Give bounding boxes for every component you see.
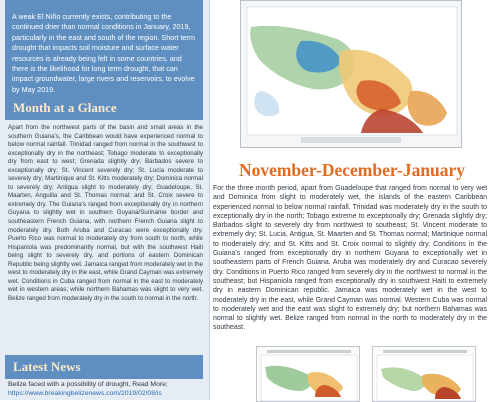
latest-news-heading: Latest News <box>5 355 203 379</box>
intro-panel <box>5 0 203 99</box>
month-at-a-glance-heading: Month at a Glance <box>5 96 203 120</box>
section-body-text: For the three month period, apart from Guadeloupe that ranged from normal to very wet and Dominica from slight to moderately wet, the islands of the eastern Caribbean experienced normal to below normal rainfall. Trinidad was moderately dry in the south to exceptionally dry in the north; Tobago extreme to exceptionally dry; Grenada slightly dry; Barbados slight to severely dry from northwest to southeast; St. Vincent moderate to extremely dry; St. Lucia, Antigua, St. Maarten and St. Thomas normal; Martinique normal to moderately dry; and St. Kitts and St. Croix normal to slightly dry. Conditions in the Guiana's ranged from exceptionally dry in northern Guyana to exceptionally wet in southeastern parts of French Guiana. Aruba was moderately dry and Curacao severely dry. Conditions in Puerto Rico ranged from severely dry in the northwest to normal in the southeast; but Hispaniola ranged from exceptionally dry in southwest Haiti to extremely dry in eastern Dominican republic. Jamaica was moderately wet in the west to moderately dry in the east, while Grand Cayman was normal. Western Cuba was normal to moderately wet and the east was slight to extremely dry; but northern Bahamas was normal to slightly wet. Belize ranged from normal in the north to moderately dry in the southeast. <box>213 185 487 332</box>
intro-text: A weak El Niño currently exists, contributing to the continued drier than normal conditions in January, 2019, particularly in the east and south of the region. Short term drought that impacts soil moisture and surface water resources is already being felt in some countries, and there is the likelihood for long term drought, that can impact groundwater, large rivers and reservoirs, to evolve by May 2019. <box>12 12 195 94</box>
latest-news-text: Belize faced with a possibility of drought, Read More; <box>8 381 168 388</box>
news-link[interactable]: https://www.breakingbelizenews.com/2019/02/08/is <box>8 390 162 397</box>
caribbean-map-graphic <box>241 1 462 148</box>
map-thumbnail-right-graphic <box>373 347 476 402</box>
map-thumbnail-left <box>256 346 360 402</box>
map-thumbnail-left-graphic <box>257 347 360 402</box>
map-thumbnail-right <box>372 346 476 402</box>
section-title: November-December-January <box>238 160 466 180</box>
sidebar <box>0 0 210 400</box>
month-at-a-glance-text: Apart from the northwest parts of the basin and small areas in the southern Guiana's, the Caribbean would have experienced normal to below normal rainfall. Trinidad ranged from normal in the southwest to exceptionally dry in the northeast; Tobago moderate to exceptionally dry from east to west; Grenada slightly dry; Barbados severe to exceptionally dry; St. Vincent severely dry; St. Lucia moderate to severely dry; Martinique and St. Kitts moderately dry; Dominica normal to severely dry; Antigua slight to moderately dry; Guadeloupe, St. Maarten, Anguilla and St. Thomas normal; and St. Croix severe to extremely dry. The Guiana's ranged from exceptionally dry in northern Guyana to slightly wet in southern Guyana/Suriname border and southeastern French Guiana, with northern French Guiana slight to moderately dry. Both Aruba and Curacao were exceptionally dry. Puerto Rico was normal to moderately dry from south to north, while Hispaniola was predominantly normal, but with the southwest Haiti being slight to severely dry, and portions of eastern Dominican Republic being slightly wet. Jamaica ranged from moderately wet in the west to moderately dry in the east, while Grand Cayman was extremely wet. Conditions in Cuba ranged from normal in the east to moderately wet in western areas; while northern Bahamas was slight to very wet. Belize ranged from moderately dry in the south to normal in the north. <box>8 124 204 302</box>
precipitation-map-image <box>240 0 462 148</box>
